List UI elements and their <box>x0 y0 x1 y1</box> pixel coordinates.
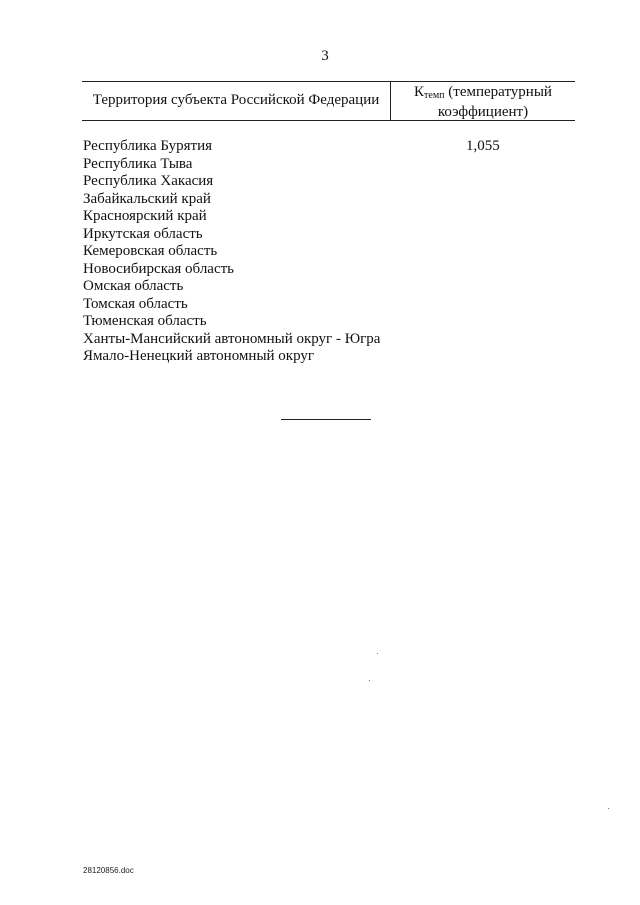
list-item: Красноярский край <box>83 208 207 224</box>
coef-subscript: темп <box>424 90 445 101</box>
list-item: Новосибирская область <box>83 260 235 277</box>
table-header <box>82 81 575 121</box>
list-item: Тюменская область <box>83 313 207 329</box>
coefficient-value: 1,055 <box>466 138 500 154</box>
list-item: Ямало-Ненецкий автономный округ <box>83 348 315 364</box>
header-territory: Территория субъекта Российской Федерации <box>92 92 380 108</box>
region-list <box>83 138 380 366</box>
list-item: Республика Хакасия <box>83 173 214 189</box>
list-item: Кемеровская область <box>83 243 218 259</box>
scan-speck <box>608 808 609 809</box>
list-item: Республика Тыва <box>83 155 193 172</box>
coef-line1-text: (температурный <box>444 84 552 100</box>
page-number: 3 <box>321 48 329 64</box>
end-divider <box>281 419 371 420</box>
list-item: Томская область <box>83 295 188 312</box>
coef-symbol: К <box>414 84 425 100</box>
list-item: Ханты-Мансийский автономный округ - Югра <box>83 330 381 347</box>
coef-line2-text: коэффициент) <box>437 104 529 120</box>
list-item: Иркутская область <box>83 225 203 242</box>
scan-speck <box>377 653 378 654</box>
list-item: Республика Бурятия <box>83 138 213 154</box>
scan-speck <box>369 680 370 681</box>
header-coefficient <box>391 84 575 121</box>
list-item: Забайкальский край <box>83 190 211 207</box>
list-item: Омская область <box>83 278 184 294</box>
footer-filename: 28120856.doc <box>83 866 134 875</box>
